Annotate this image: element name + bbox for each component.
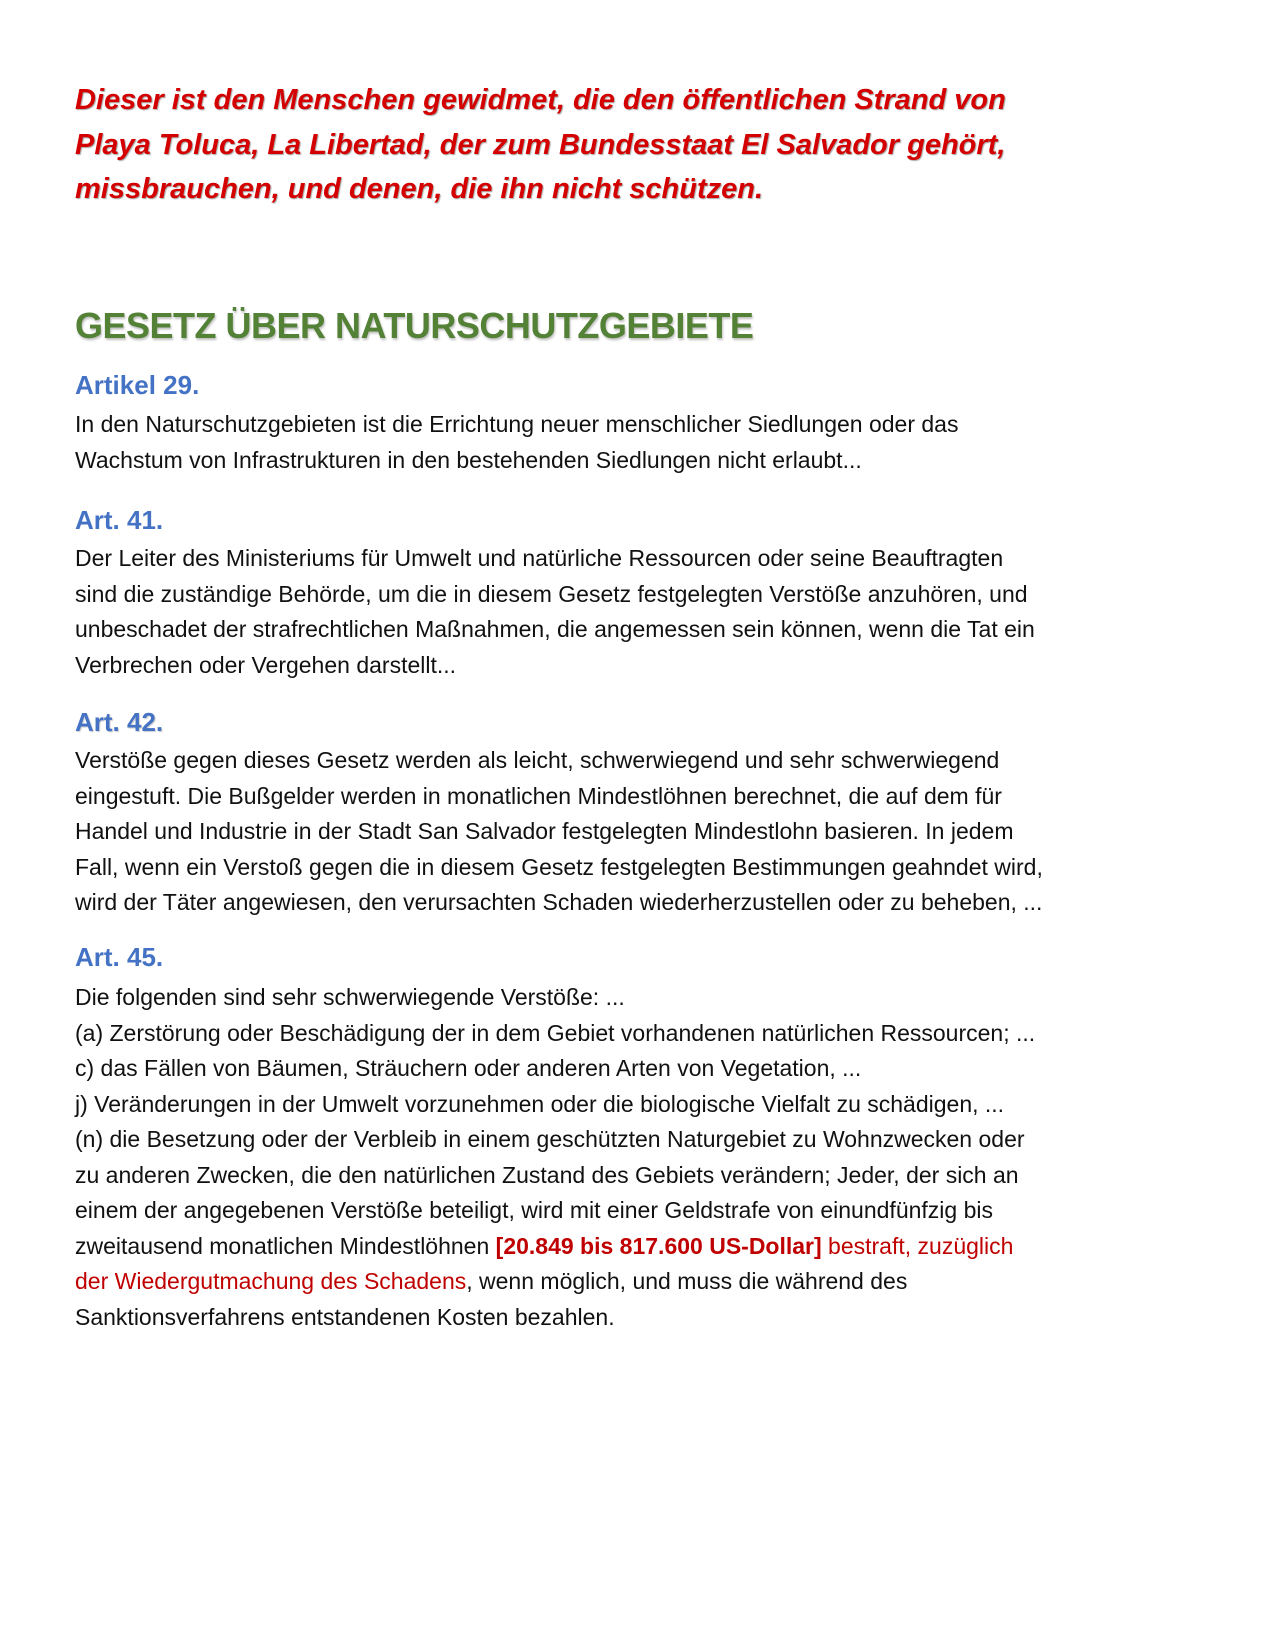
body-line: einem der angegebenen Verstöße beteiligt, wird mit einer Geldstrafe von einundfünfzig bis [75,1197,993,1223]
body-line: zu anderen Zwecken, die den natürlichen Zustand des Gebiets verändern; Jeder, der sich an [75,1161,1019,1188]
article-41-body [75,541,1205,683]
penalty-highlight: bestraft, zuzüglich [821,1232,1014,1259]
article-42-body [75,743,1205,921]
dedication-text [75,78,1205,212]
body-line: eingestuft. Die Bußgelder werden in monatlichen Mindestlöhnen berechnet, die auf dem für [75,782,1002,809]
body-line: sind die zuständige Behörde, um die in diesem Gesetz festgelegten Verstöße anzuhören, und [75,580,1028,607]
body-line: Wachstum von Infrastrukturen in den bestehenden Siedlungen nicht erlaubt... [75,446,862,473]
body-line: (n) die Besetzung oder der Verbleib in einem geschützten Naturgebiet zu Wohnzwecken oder [75,1126,1025,1152]
penalty-prefix: zweitausend monatlichen Mindestlöhnen [75,1232,496,1259]
body-line: Der Leiter des Ministeriums für Umwelt und natürliche Ressourcen oder seine Beauftragten [75,545,1004,571]
article-29-heading: Artikel 29. [75,370,200,400]
dedication-line: Dieser ist den Menschen gewidmet, die den öffentlichen Strand von [75,84,1006,116]
article-42-heading: Art. 42. [75,707,164,737]
article-29-body [75,407,1205,478]
document-title: GESETZ ÜBER NATURSCHUTZGEBIETE [75,305,754,346]
penalty-amount: [20.849 bis 817.600 US-Dollar] [495,1232,822,1259]
article-45-heading: Art. 45. [75,942,164,972]
body-line: Sanktionsverfahrens entstandenen Kosten bezahlen. [75,1303,615,1330]
dedication-line: Playa Toluca, La Libertad, der zum Bundesstaat El Salvador gehört, [75,128,1006,161]
body-line: j) Veränderungen in der Umwelt vorzunehmen oder die biologische Vielfalt zu schädigen, ... [75,1090,1005,1117]
article-45-body [75,980,1205,1335]
body-line: Handel und Industrie in der Stadt San Salvador festgelegten Mindestlohn basieren. In jedem [75,818,1014,844]
body-line: (a) Zerstörung oder Beschädigung der in dem Gebiet vorhandenen natürlichen Ressourcen; ... [75,1019,1036,1046]
body-line: unbeschadet der strafrechtlichen Maßnahmen, die angemessen sein können, wenn die Tat ein [75,616,1035,642]
article-41-heading: Art. 41. [75,505,164,535]
penalty-suffix: , wenn möglich, und muss die während des [466,1268,908,1294]
body-line: Verstöße gegen dieses Gesetz werden als leicht, schwerwiegend und sehr schwerwiegend [75,747,1000,773]
penalty-line-2 [75,1264,1205,1300]
body-line: wird der Täter angewiesen, den verursachten Schaden wiederherzustellen oder zu beheben, ... [75,889,1043,915]
body-line: c) das Fällen von Bäumen, Sträuchern oder anderen Arten von Vegetation, ... [75,1055,862,1081]
dedication-line: missbrauchen, und denen, die ihn nicht schützen. [75,173,764,205]
body-line: Verbrechen oder Vergehen darstellt... [75,651,457,678]
penalty-highlight: der Wiedergutmachung des Schadens [75,1268,467,1294]
body-line: In den Naturschutzgebieten ist die Errichtung neuer menschlicher Siedlungen oder das [75,411,959,437]
penalty-line [75,1229,1205,1265]
body-line: Fall, wenn ein Verstoß gegen die in diesem Gesetz festgelegten Bestimmungen geahndet wird, [75,853,1043,880]
body-line: Die folgenden sind sehr schwerwiegende Verstöße: ... [75,984,625,1010]
